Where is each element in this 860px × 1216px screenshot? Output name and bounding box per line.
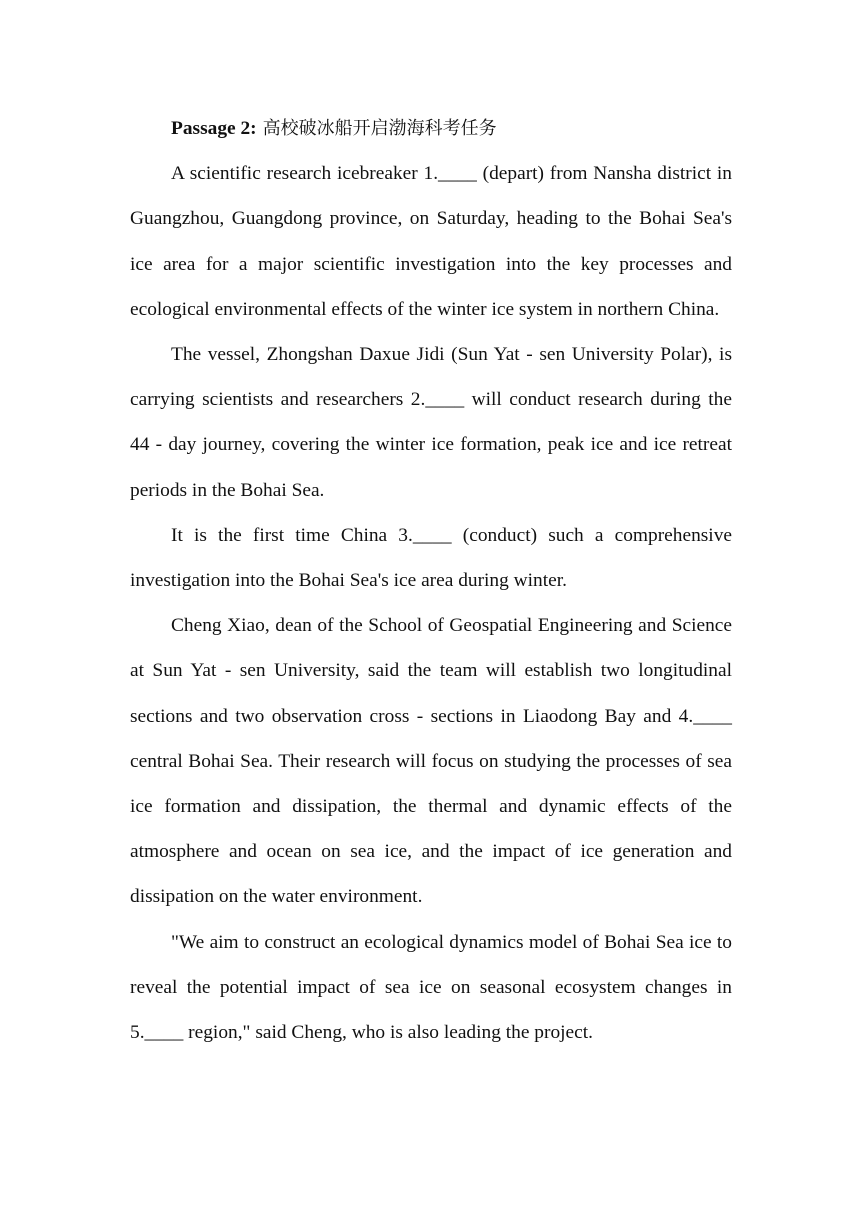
paragraph-2: The vessel, Zhongshan Daxue Jidi (Sun Yat - sen University Polar), is carrying scientists and researchers 2.____ will conduct research during the 44 - day journey, covering the winter ice formation, peak ice and ice retreat periods in the Bohai Sea. bbox=[130, 344, 732, 501]
passage-title-chinese: 高校破冰船开启渤海科考任务 bbox=[262, 118, 497, 139]
passage-body bbox=[130, 106, 732, 1055]
paragraph-3: It is the first time China 3.____ (conduct) such a comprehensive investigation into the Bohai Sea's ice area during winter. bbox=[130, 524, 732, 592]
paragraph-5: "We aim to construct an ecological dynamics model of Bohai Sea ice to reveal the potential impact of sea ice on seasonal ecosystem changes in 5.____ region," said Cheng, who is also leading the project. bbox=[130, 931, 732, 1044]
passage-title bbox=[130, 106, 732, 151]
paragraph-4: Cheng Xiao, dean of the School of Geospatial Engineering and Science at Sun Yat - sen University, said the team will establish two longitudinal sections and two observation cross - sections in Liaodong Bay and 4.____ central Bohai Sea. Their research will focus on studying the processes of sea ice formation and dissipation, the thermal and dynamic effects of the atmosphere and ocean on sea ice, and the impact of ice generation and dissipation on the water environment. bbox=[130, 615, 732, 908]
passage-title-english: Passage 2: bbox=[171, 118, 257, 139]
paragraph-1: A scientific research icebreaker 1.____ (depart) from Nansha district in Guangzhou, Guangdong province, on Saturday, heading to the Bohai Sea's ice area for a major scientific investigation into the key processes and ecological environmental effects of the winter ice system in northern China. bbox=[130, 163, 732, 320]
